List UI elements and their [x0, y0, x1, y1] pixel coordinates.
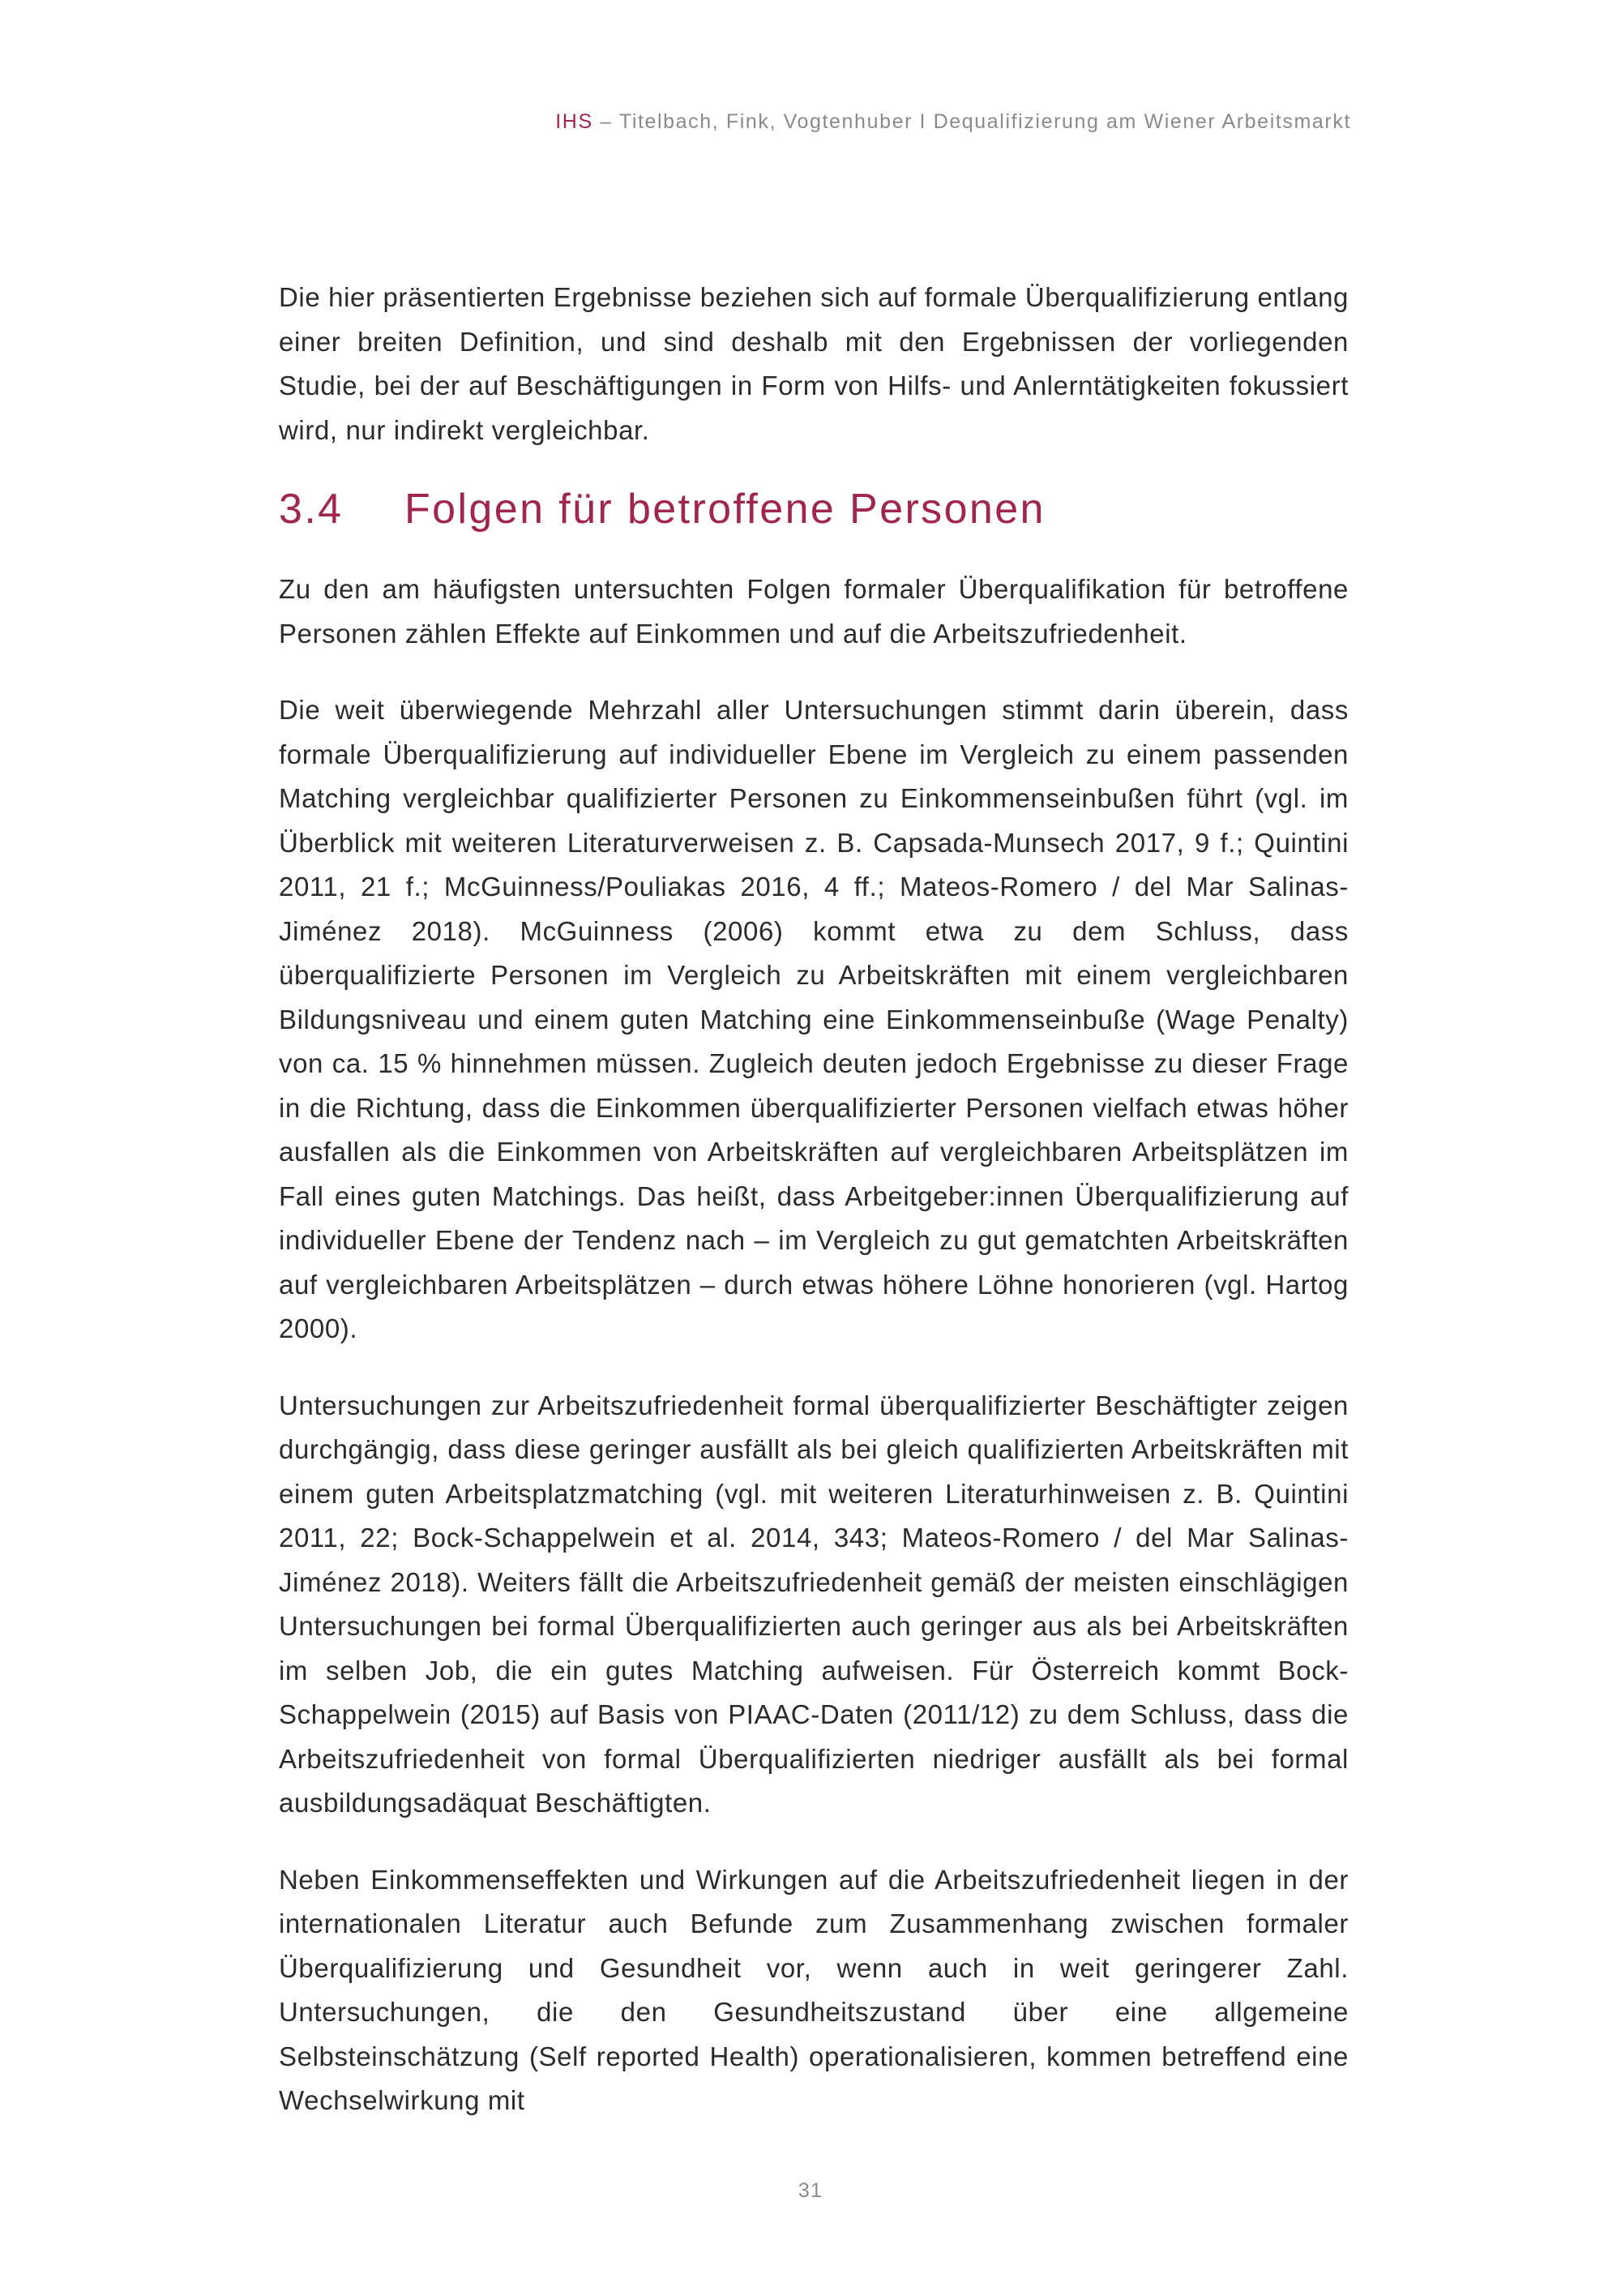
paragraph-1: Zu den am häufigsten untersuchten Folgen formaler Überqualifikation für betroffene Personen zählen Effekte auf Einkommen und auf die Arbeitszufriedenheit.	[279, 574, 1349, 649]
paragraph-2: Die weit überwiegende Mehrzahl aller Untersuchungen stimmt darin überein, dass formale Überqualifizierung auf individueller Ebene im Vergleich zu einem passenden Matching vergleichbar qualifizierter Personen zu Einkommenseinbußen führt (vgl. im Überblick mit weiteren Literaturverweisen z. B. Capsada-Munsech 2017, 9 f.; Quintini 2011, 21 f.; McGuinness/Pouliakas 2016, 4 ff.; Mateos-Romero / del Mar Salinas-Jiménez 2018). McGuinness (2006) kommt etwa zu dem Schluss, dass überqualifizierte Personen im Vergleich zu Arbeitskräften mit einem vergleichbaren Bildungsniveau und einem guten Matching eine Einkommenseinbuße (Wage Penalty) von ca. 15 % hinnehmen müssen. Zugleich deuten jedoch Ergebnisse zu dieser Frage in die Richtung, dass die Einkommen überqualifizierter Personen vielfach etwas höher ausfallen als die Einkommen von Arbeitskräften auf vergleichbaren Arbeitsplätzen im Fall eines guten Matchings. Das heißt, dass Arbeitgeber:innen Überqualifizierung auf individueller Ebene der Tendenz nach – im Vergleich zu gut gematchten Arbeitskräften auf vergleichbaren Arbeitsplätzen – durch etwas höhere Löhne honorieren (vgl. Hartog 2000).	[279, 695, 1349, 1343]
header-title: – Titelbach, Fink, Vogtenhuber I Dequalifizierung am Wiener Arbeitsmarkt	[592, 110, 1351, 133]
page-content	[279, 276, 1349, 2156]
section-title: Folgen für betroffene Personen	[404, 486, 1046, 533]
running-header	[555, 110, 1351, 134]
paragraph-3: Untersuchungen zur Arbeitszufriedenheit formal überqualifizierter Beschäftigter zeigen durchgängig, dass diese geringer ausfällt als bei gleich qualifizierten Arbeitskräften mit einem guten Arbeitsplatzmatching (vgl. mit weiteren Literaturhinweisen z. B. Quintini 2011, 22; Bock-Schappelwein et al. 2014, 343; Mateos-Romero / del Mar Salinas-Jiménez 2018). Weiters fällt die Arbeitszufriedenheit gemäß der meisten einschlägigen Untersuchungen bei formal Überqualifizierten auch geringer aus als bei Arbeitskräften im selben Job, die ein gutes Matching aufweisen. Für Österreich kommt Bock-Schappelwein (2015) auf Basis von PIAAC-Daten (2011/12) zu dem Schluss, dass die Arbeitszufriedenheit von formal Überqualifizierten niedriger ausfällt als bei formal ausbildungsadäquat Beschäftigten.	[279, 1390, 1349, 1818]
page-number: 31	[798, 2179, 823, 2202]
section-heading	[279, 485, 1349, 533]
section-number: 3.4	[279, 486, 344, 533]
header-brand: IHS	[555, 110, 593, 133]
paragraph-4: Neben Einkommenseffekten und Wirkungen auf die Arbeitszufriedenheit liegen in der internationalen Literatur auch Befunde zum Zusammenhang zwischen formaler Überqualifizierung und Gesundheit vor, wenn auch in weit geringerer Zahl. Untersuchungen, die den Gesundheitszustand über eine allgemeine Selbsteinschätzung (Self reported Health) operationalisieren, kommen betreffend eine Wechselwirkung mit	[279, 1864, 1349, 2115]
intro-paragraph: Die hier präsentierten Ergebnisse beziehen sich auf formale Überqualifizierung entlang einer breiten Definition, und sind deshalb mit den Ergebnissen der vorliegenden Studie, bei der auf Beschäftigungen in Form von Hilfs- und Anlerntätigkeiten fokussiert wird, nur indirekt vergleichbar.	[279, 282, 1349, 445]
